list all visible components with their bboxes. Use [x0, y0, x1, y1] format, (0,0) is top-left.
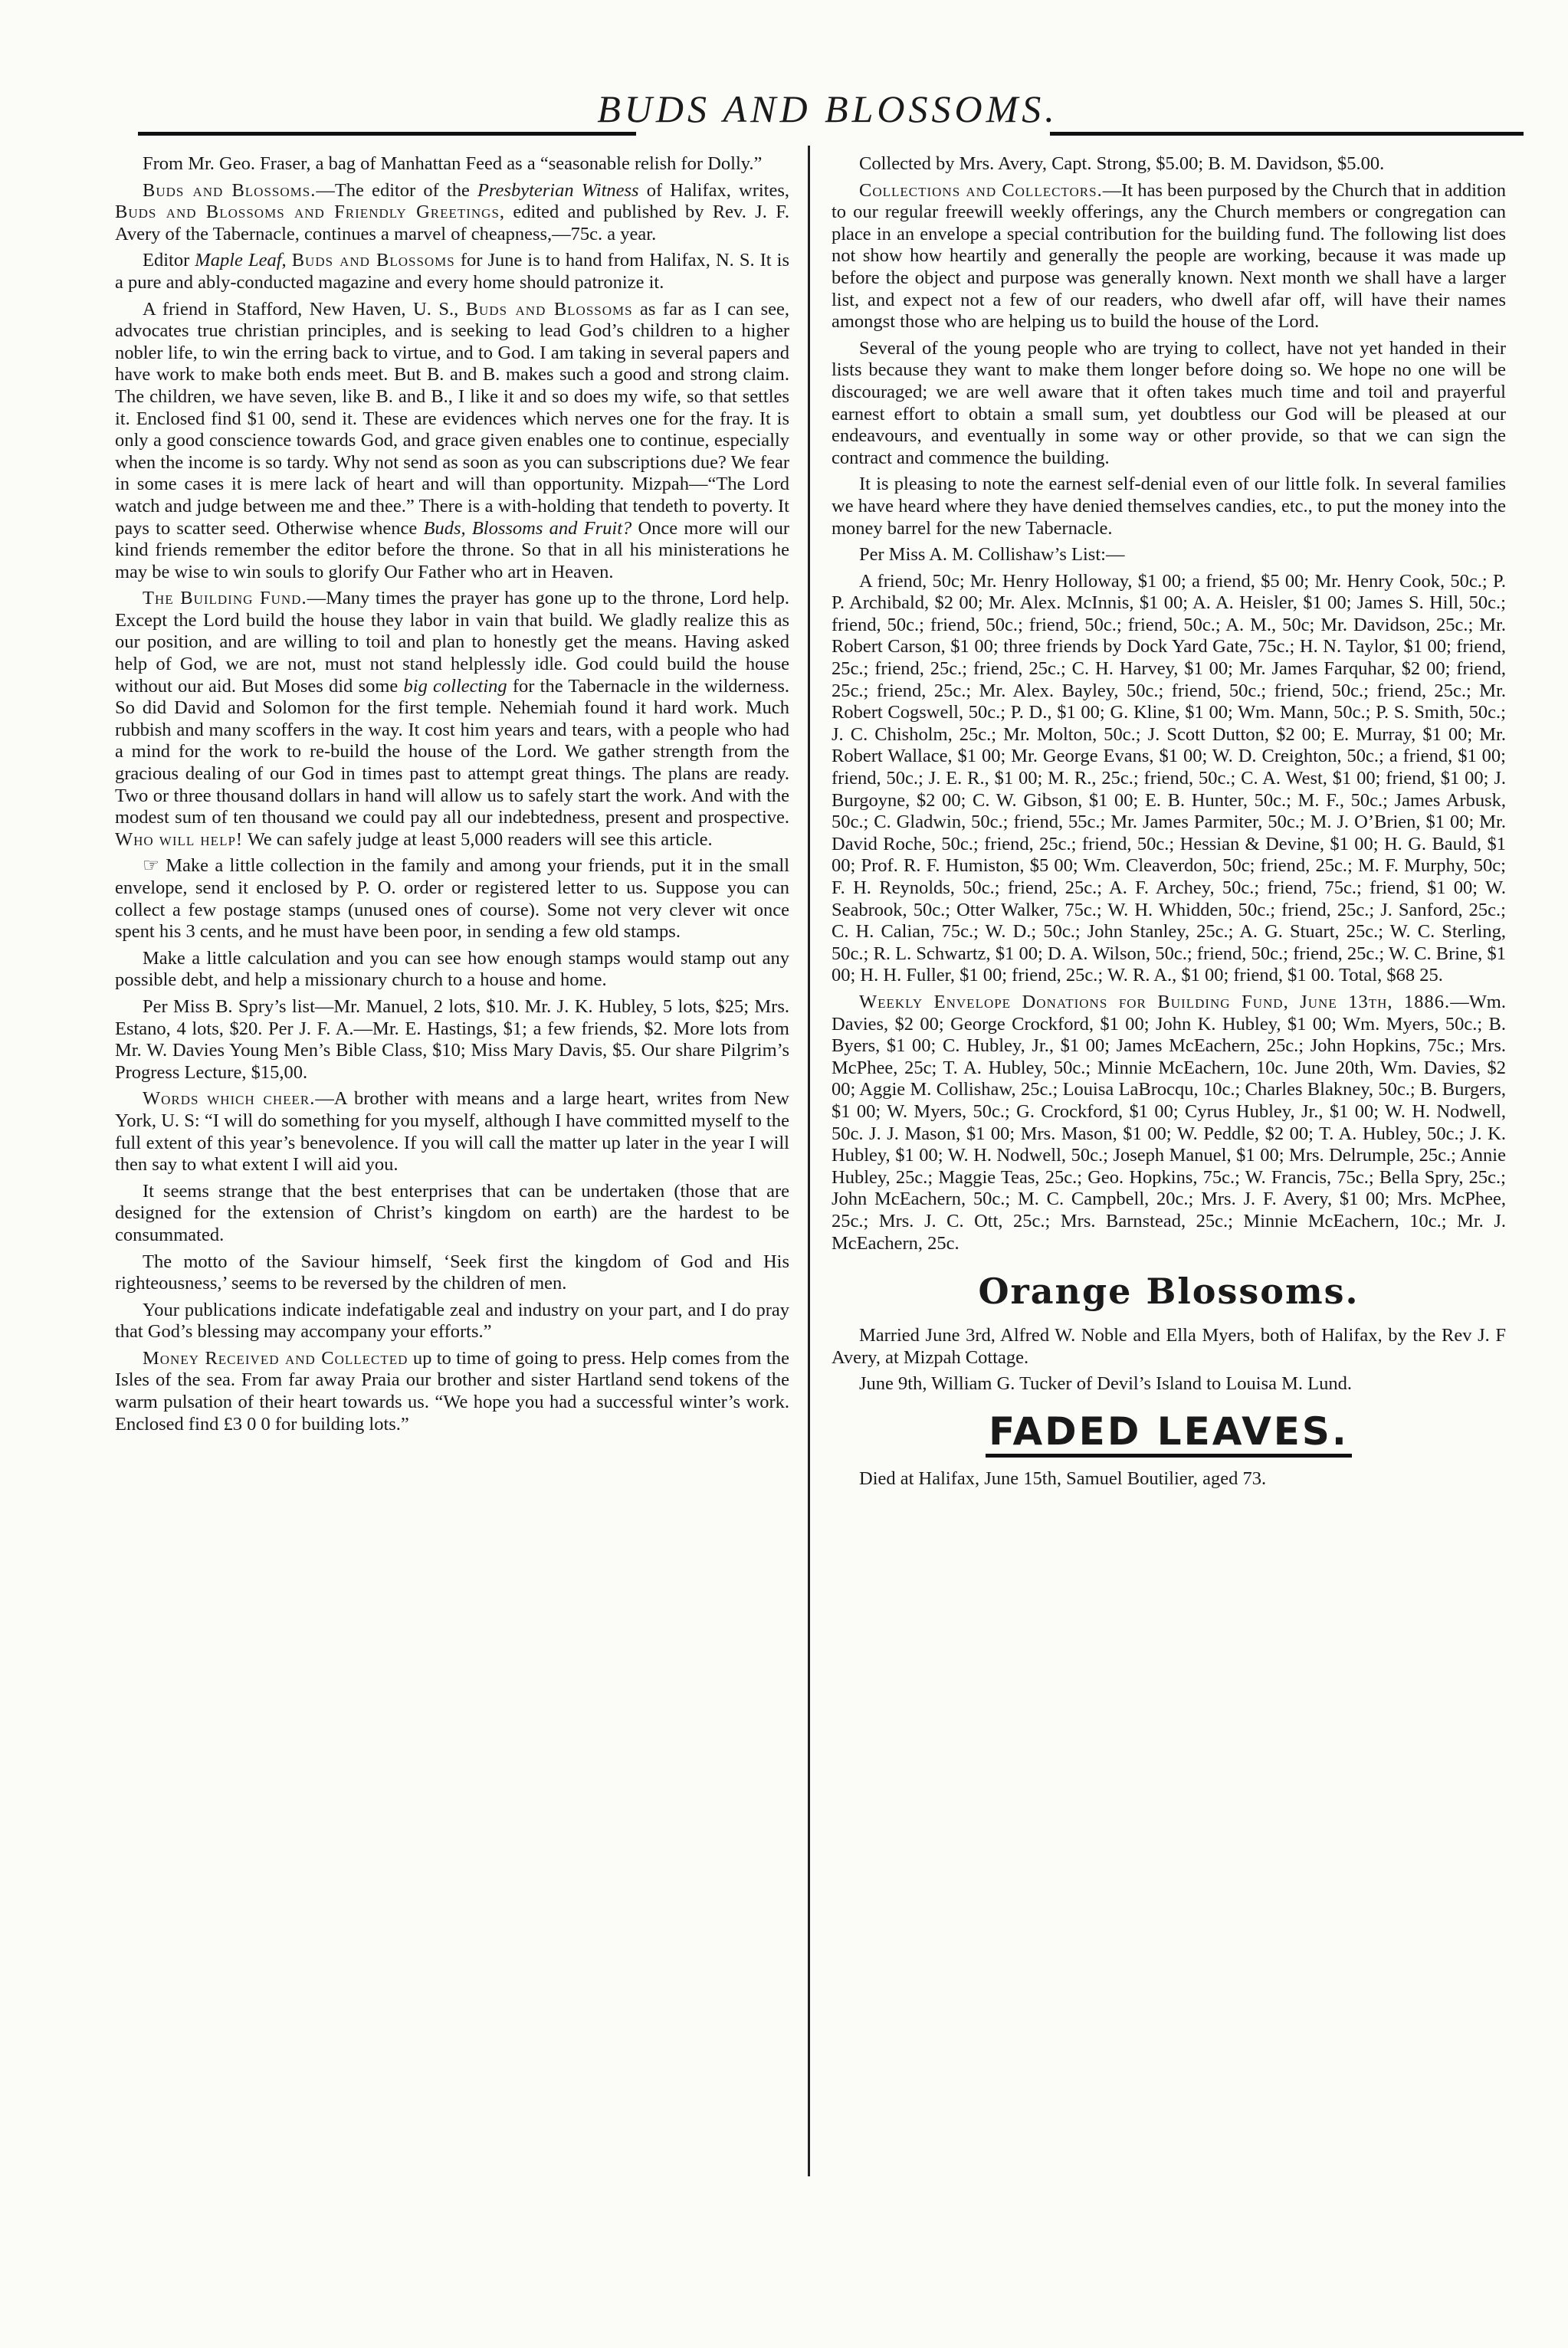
header-rule-left: [138, 132, 636, 136]
running-header: [138, 86, 1517, 139]
paragraph-collishaw-list: A friend, 50c; Mr. Henry Holloway, $1 00; a friend, $5 00; Mr. Henry Cook, 50c.; P. P. Archibald, $2 00; Mr. Alex. McInnis, $1 00; A. A. Heisler, $1 00; James S. Hill, 50c.; friend, 50c.; friend, 50c.; friend, 50c.; friend, 50c.; A. M., 50c; Mr. Davidson, 25c.; Mr. Robert Carson, $1 00; three friends by Dock Yard Gate, 75c.; H. N. Taylor, $1 00; friend, 25c.; friend, 25c.; friend, 25c.; C. H. Harvey, $1 00; Mr. James Farquhar, $2 00; friend, 25c.; friend, 25c.; Mr. Alex. Bayley, 50c.; friend, 50c.; friend, 50c.; friend, 25c.; Mr. Robert Cogswell, 50c.; P. D., $1 00; G. Kline, $1 00; Wm. Mann, 50c.; P. S. Smith, 50c.; J. C. Chisholm, 25c.; Mr. Molton, 50c.; J. Scott Dutton, $2 00; E. Murray, $1 00; Mr. Robert Wallace, $1 00; Mr. George Evans, $1 00; W. D. Creighton, 50c.; a friend, $1 00; friend, 50c.; J. E. R., $1 00; M. R., 25c.; friend, 50c.; C. A. West, $1 00; friend, $1 00; J. Burgoyne, $2 00; C. W. Gibson, $1 00; E. B. Hunter, 50c.; M. F., 50c.; James Arbusk, 50c.; C. Gladwin, 50c.; friend, 55c.; Mr. James Parmiter, 50c.; M. J. O’Brien, $1 00; Mr. David Roche, 50c.; friend, 25c.; friend, 50c.; Hessian & Devine, $1 00; H. G. Bauld, $1 00; Prof. R. F. Humiston, $5 00; Wm. Cleaverdon, 50c; friend, 25c.; M. F. Murphy, 50c; F. H. Reynolds, 50c.; friend, 25c.; A. F. Archey, 50c.; friend, 75c.; friend, $1 00; W. Seabrook, 50c.; Otter Walker, 75c.; W. H. Whidden, 50c.; friend, 25c.; J. Sanford, 25c.; C. H. Calian, 75c.; W. D.; 50c.; John Stanley, 25c.; A. G. Stuart, 25c.; W. C. Sterling, 50c.; R. L. Schwartz, $1 00; D. A. Wilson, 50c.; friend, 50c.; friend, 25c.; W. C. Brine, $1 00; H. H. Fuller, $1 00; friend, 25c.; W. R. A., $1 00; friend, $1 00. Total, $68 25.: [832, 570, 1506, 986]
paragraph-publications: Your publications indicate indefatigable zeal and industry on your part, and I do pray that God’s blessing may accompany your efforts.”: [115, 1299, 789, 1343]
death-notice: Died at Halifax, June 15th, Samuel Boutilier, aged 73.: [859, 1468, 1267, 1489]
section-head-buds: Buds and Blossoms.: [143, 179, 317, 201]
section-head-words-which-cheer: Words which cheer.: [143, 1088, 316, 1110]
paragraph-words-which-cheer: Words which cheer.—A brother with means and a large heart, writes from New York, U. S: “I will do something for you myself, although I have committed myself to the full extent of this year’s benevolence. If you will call the matter up later in the year I will then say to what extent I will aid you.: [115, 1088, 789, 1176]
paragraph-self-denial: It is pleasing to note the earnest self-denial even of our little folk. In several families we have heard where they have denied themselves candies, etc., to put the money into the money barrel for the new Tabernacle.: [832, 474, 1506, 539]
paragraph-stafford-friend: A friend in Stafford, New Haven, U. S., Buds and Blossoms as far as I can see, advocates true christian principles, and is seeking to lead God’s children to a higher nobler life, to win the erring back to virtue, and to God. I am taking in several papers and have work to make both ends meet. But B. and B. makes such a good and strong claim. The children, we have seven, like B. and B., I like it and so does my wife, so that settles it. Enclosed find $1 00, send it. These are evidences which nerves one for the fray. It is only a good conscience towards God, and grace given enables one to continue, especially when the income is so tardy. Why not send as soon as you can subscriptions due? We fear in some cases it is mere lack of heart and will than opportunity. Mizpah—“The Lord watch and judge between me and thee.” There is a with-holding that tendeth to poverty. It pays to scatter seed. Otherwise whence Buds, Blossoms and Fruit? Once more will our kind friends remember the editor before the throne. So that in all his ministerations he may be wise to win souls to glorify Our Father who art in Heaven.: [115, 298, 789, 582]
paragraph-money-received: Money Received and Collected up to time of going to press. Help comes from the Isles of the sea. From far away Praia our brother and sister Hartland send tokens of the warm pulsation of their heart towards us. “We hope you had a successful winter’s work. Enclosed find £3 0 0 for building lots.”: [115, 1347, 789, 1435]
marriage-notice-2: June 9th, William G. Tucker of Devil’s Island to Louisa M. Lund.: [859, 1373, 1353, 1395]
paragraph-collections-and-collectors: Collections and Collectors.—It has been purposed by the Church that in addition to our regular freewill weekly offerings, any the Church members or congregation can place in an envelope a special contribution for the building fund. The following list does not show how heartily and generally the people are working, because it was made up before the object and purpose was generally known. Next month we shall have a larger list, and expect not a few of our readers, who dwell afar off, will have their names amongst those who are helping us to build the house of the Lord.: [832, 179, 1506, 333]
paragraph-witness-notice: Buds and Blossoms.—The editor of the Presbyterian Witness of Halifax, writes, Buds and Blossoms and Friendly Greetings, edited and published by Rev. J. F. Avery of the Tabernacle, continues a marvel of cheapness,—75c. a year.: [115, 179, 790, 244]
page-title: BUDS AND BLOSSOMS.: [597, 87, 1058, 130]
left-column: [115, 153, 789, 1440]
column-divider: [808, 146, 810, 2176]
header-rule-right: [1050, 132, 1524, 136]
paragraph-collection-appeal: ☞ Make a little collection in the family and among your friends, put it in the small envelope, send it enclosed by P. O. order or registered letter to us. Suppose you can collect a few postage stamps (unused ones of course). Some not very clever wit once spent his 3 cents, and he must have been poor, in sending a few old stamps.: [115, 855, 789, 943]
orange-blossoms-heading: Orange Blossoms.: [978, 1271, 1360, 1313]
paragraph-maple-leaf: Editor Maple Leaf, Buds and Blossoms for June is to hand from Halifax, N. S. It is a pure and ably-conducted magazine and every home should patronize it.: [115, 250, 789, 293]
paragraph-collishaw-list-heading: Per Miss A. M. Collishaw’s List:—: [859, 544, 1125, 566]
paragraph-fraser: From Mr. Geo. Fraser, a bag of Manhattan Feed as a “seasonable relish for Dolly.”: [143, 153, 763, 174]
paragraph-building-fund: The Building Fund.—Many times the prayer has gone up to the throne, Lord help. Except the Lord build the house they labor in vain that build. We gladly realize this as our position, and are willing to toil and plan to honestly get the means. Having asked help of God, we are not, must not stand helplessly idle. God could build the house without our aid. But Moses did some big collecting for the Tabernacle in the wilderness. So did David and Solomon for the first temple. Nehemiah found it hard work. Much rubbish and many scoffers in the way. It cost him years and tears, with a people who had a mind for the work to re-build the house of the Lord. We gather strength from the gracious dealing of our God in times past to attempt great things. The plans are ready. Two or three thousand dollars in hand will allow us to safely start the work. And with the modest sum of ten thousand we could pay all our indebtedness, present and prospective. Who will help! We can safely judge at least 5,000 readers will see this article.: [115, 588, 789, 850]
paragraph-enterprises: It seems strange that the best enterprises that can be undertaken (those that are designed for the extension of Christ’s kingdom on earth) are the hardest to be consummated.: [115, 1180, 789, 1245]
faded-leaves-heading: FADED LEAVES.: [986, 1409, 1352, 1458]
faded-leaves-heading-wrap: [832, 1409, 1506, 1458]
paragraph-motto: The motto of the Saviour himself, ‘Seek first the kingdom of God and His righteousness,’ seems to be reversed by the children of men.: [115, 1251, 789, 1294]
paragraph-young-people: Several of the young people who are trying to collect, have not yet handed in their lists because they want to make them longer before doing so. We hope no one will be discouraged; we are well aware that it often takes much time and toil and prayerful earnest effort to obtain a small sum, yet doubtless our God will be pleased at our endeavours, and eventually in some way or other provide, so that we can sign the contract and commence the building.: [832, 337, 1506, 468]
paragraph-calculation: Make a little calculation and you can see how enough stamps would stamp out any possible debt, and help a missionary church to a house and home.: [115, 947, 789, 991]
section-head-weekly-envelope: Weekly Envelope Donations for Building Fund, June 13th, 1886.: [859, 991, 1451, 1012]
section-head-collections: Collections and Collectors.: [859, 179, 1103, 201]
paragraph-avery-collection: Collected by Mrs. Avery, Capt. Strong, $5.00; B. M. Davidson, $5.00.: [859, 153, 1385, 174]
section-head-building-fund: The Building Fund.: [143, 588, 307, 609]
paragraph-spry-list: Per Miss B. Spry’s list—Mr. Manuel, 2 lots, $10. Mr. J. K. Hubley, 5 lots, $25; Mrs. Estano, 4 lots, $20. Per J. F. A.—Mr. E. Hastings, $1; a few friends, $2. More lots from Mr. W. Davies Young Men’s Bible Class, $10; Miss Mary Davis, $5. Our share Pilgrim’s Progress Lecture, $15,00.: [115, 995, 789, 1083]
right-column: [832, 153, 1506, 1494]
paragraph-weekly-envelope: Weekly Envelope Donations for Building Fund, June 13th, 1886.—Wm. Davies, $2 00; George Crockford, $1 00; John K. Hubley, $1 00; Wm. Myers, 50c.; B. Byers, $1 00; C. Hubley, Jr., $1 00; James McEachern, 25c.; John Hopkins, 75c.; Mrs. McPhee, 25c; T. A. Hubley, 50c.; Minnie McEachern, 10c. June 20th, Wm. Davies, $2 00; Aggie M. Collishaw, 25c.; Louisa LaBrocqu, 10c.; Charles Blakney, 50c.; B. Burgers, $1 00; W. Myers, 50c.; G. Crockford, $1 00; Cyrus Hubley, Jr., $1 00; W. H. Nodwell, 50c. J. J. Mason, $1 00; Mrs. Mason, $1 00; W. Peddle, $2 00; T. A. Hubley, 50c.; J. K. Hubley, $1 00; W. H. Nodwell, 50c.; Joseph Manuel, $1 00; Mrs. Delrumple, 25c.; Annie Hubley, 25c.; Maggie Teas, 25c.; Geo. Hopkins, 75c.; W. Francis, 75c.; Bella Spry, 25c.; John McEachern, 50c.; M. C. Campbell, 20c.; Mrs. J. F. Avery, $1 00; Mrs. McPhee, 25c.; Mrs. J. C. Ott, 25c.; Mrs. Barnstead, 25c.; Minnie McEachern, 10c.; Mr. J. McEachern, 25c.: [832, 991, 1506, 1254]
marriage-notice-1: Married June 3rd, Alfred W. Noble and Ella Myers, both of Halifax, by the Rev J. F Avery, at Mizpah Cottage.: [832, 1325, 1506, 1368]
section-head-money-received: Money Received and Collected: [143, 1347, 408, 1369]
